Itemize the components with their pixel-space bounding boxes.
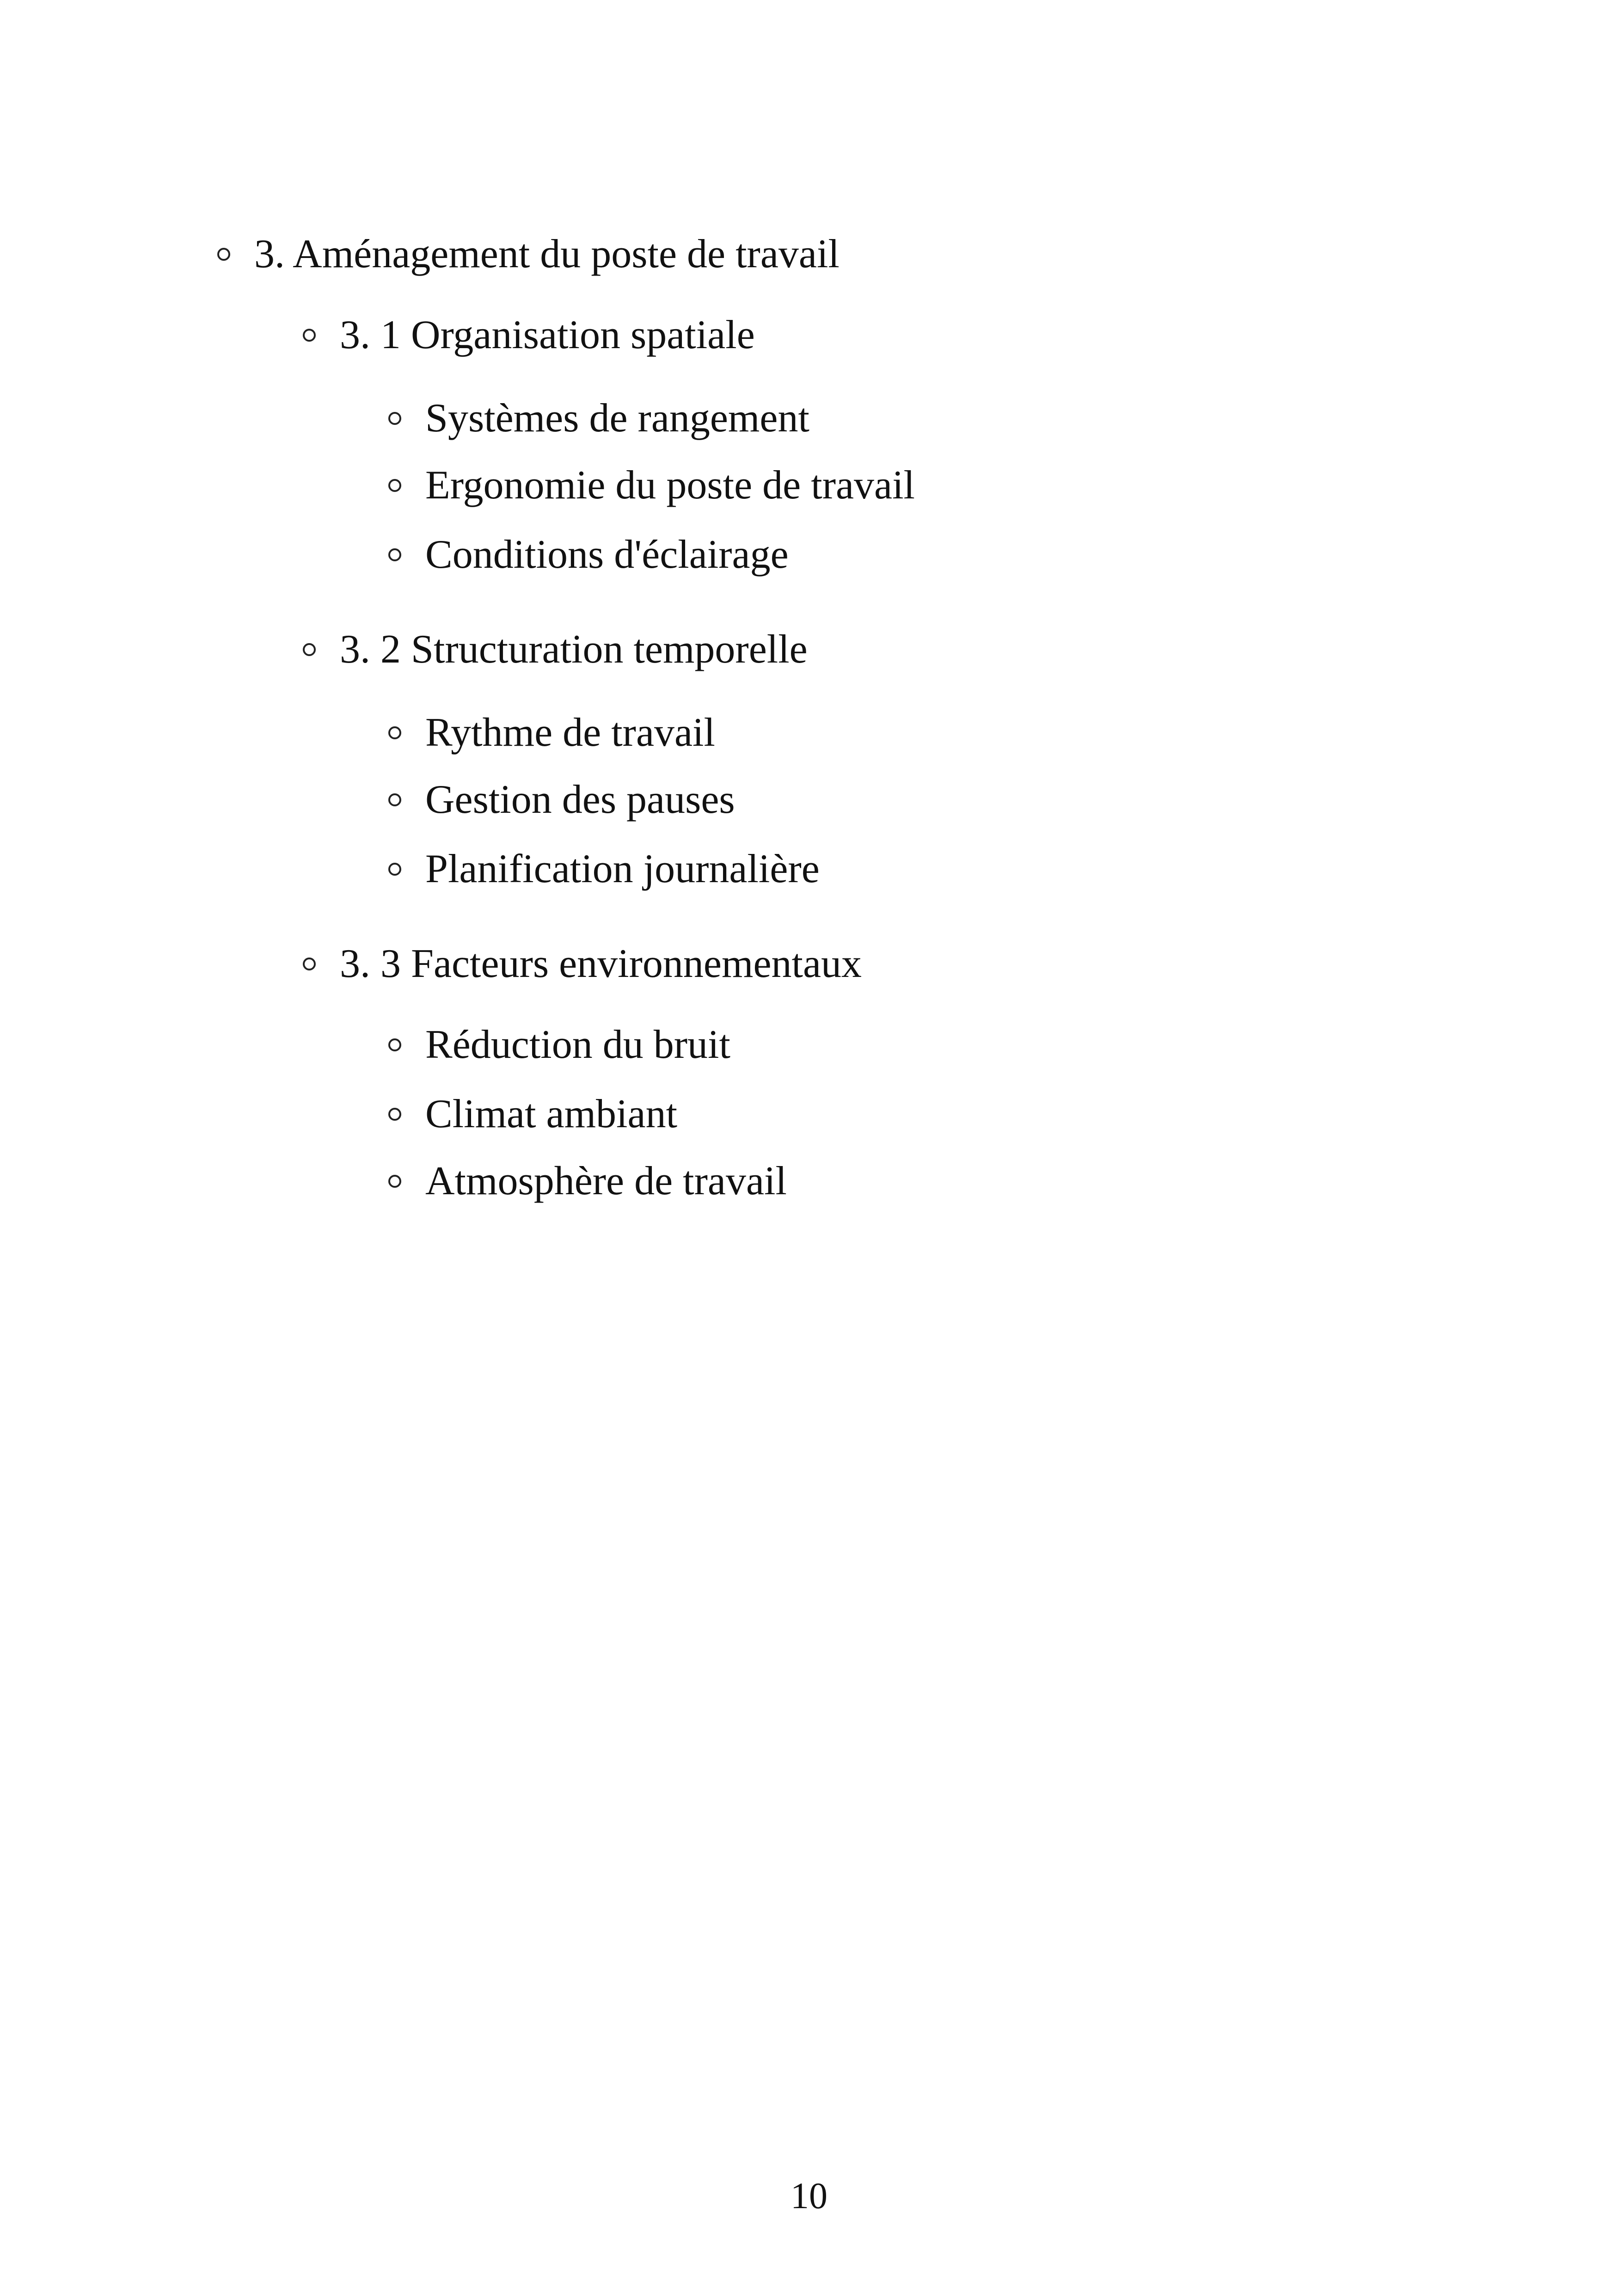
outline-item — [388, 707, 715, 758]
circle-bullet-icon — [388, 1175, 401, 1188]
circle-bullet-icon — [303, 958, 316, 970]
circle-bullet-icon — [388, 548, 401, 561]
item-label: Planification journalière — [425, 847, 820, 891]
circle-bullet-icon — [303, 643, 316, 656]
subsection-title: 3. 1 Organisation spatiale — [340, 313, 755, 357]
circle-bullet-icon — [388, 1038, 401, 1051]
outline-item — [388, 393, 809, 444]
circle-bullet-icon — [217, 248, 230, 261]
item-label: Atmosphère de travail — [425, 1159, 787, 1203]
circle-bullet-icon — [388, 479, 401, 492]
subsection-title: 3. 3 Facteurs environnementaux — [340, 941, 862, 986]
outline-item — [388, 460, 915, 511]
outline-item — [388, 1156, 787, 1207]
item-label: Climat ambiant — [425, 1092, 678, 1136]
section-title: 3. Aménagement du poste de travail — [254, 232, 840, 276]
item-label: Réduction du bruit — [425, 1022, 730, 1067]
item-label: Rythme de travail — [425, 710, 715, 755]
circle-bullet-icon — [388, 412, 401, 425]
circle-bullet-icon — [388, 726, 401, 739]
outline-item — [388, 1089, 677, 1140]
item-label: Conditions d'éclairage — [425, 532, 789, 577]
outline-section — [217, 229, 840, 280]
item-label: Gestion des pauses — [425, 777, 735, 822]
outline-subsection — [303, 624, 808, 675]
page-number: 10 — [791, 2176, 827, 2216]
outline-item — [388, 774, 735, 825]
outline-item — [388, 1019, 730, 1070]
item-label: Ergonomie du poste de travail — [425, 463, 915, 508]
circle-bullet-icon — [388, 863, 401, 876]
subsection-title: 3. 2 Structuration temporelle — [340, 627, 808, 672]
circle-bullet-icon — [388, 1108, 401, 1121]
outline-subsection — [303, 939, 862, 989]
circle-bullet-icon — [303, 329, 316, 342]
outline-subsection — [303, 310, 755, 361]
item-label: Systèmes de rangement — [425, 396, 809, 441]
outline-item — [388, 844, 820, 895]
circle-bullet-icon — [388, 793, 401, 806]
outline-item — [388, 529, 789, 580]
